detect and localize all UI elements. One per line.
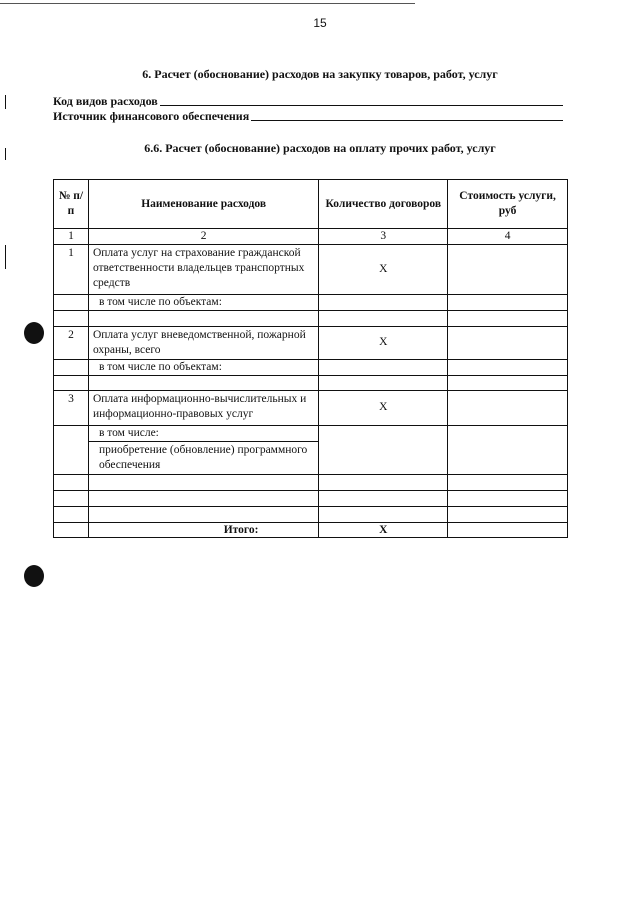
- row-sub: в том числе по объектам:: [88, 359, 318, 375]
- subsection-title: 6.6. Расчет (обоснование) расходов на оплату прочих работ, услуг: [144, 141, 496, 155]
- row-name: Оплата информационно-вычислительных и информационно-правовых услуг: [88, 390, 318, 425]
- table-row: [54, 359, 568, 375]
- funding-source-label: Источник финансового обеспечения: [53, 109, 250, 123]
- row-num: 1: [54, 244, 89, 294]
- scan-mark: [5, 95, 6, 109]
- expense-code-label: Код видов расходов: [53, 94, 158, 108]
- row-num: 3: [54, 390, 89, 425]
- row-name: Оплата услуг вневедомственной, пожарной охраны, всего: [88, 326, 318, 359]
- row-name: Оплата услуг на страхование гражданской ответственности владельцев транспортных средств: [88, 244, 318, 294]
- row-cost[interactable]: [448, 244, 568, 294]
- row-contracts: Х: [319, 390, 448, 425]
- scan-mark: [5, 148, 6, 160]
- table-row: [54, 375, 568, 390]
- table-row: [54, 425, 568, 441]
- header-contracts: Количество договоров: [319, 180, 448, 229]
- table-row: [54, 310, 568, 326]
- total-row: [54, 522, 568, 538]
- table-row: [54, 326, 568, 359]
- col-number: 4: [448, 229, 568, 245]
- row-sub: в том числе:: [88, 425, 318, 441]
- table-header-row: [54, 180, 568, 229]
- table-row: [54, 390, 568, 425]
- punch-hole: [24, 565, 44, 587]
- expenses-table: [53, 179, 568, 538]
- row-cost[interactable]: [448, 326, 568, 359]
- row-contracts: Х: [319, 326, 448, 359]
- header-cost: Стоимость услуги, руб: [448, 180, 568, 229]
- expense-code-field: [53, 94, 563, 109]
- header-num: № п/п: [54, 180, 89, 229]
- row-cost[interactable]: [448, 390, 568, 425]
- punch-hole: [24, 322, 44, 344]
- expense-code-line[interactable]: [160, 94, 563, 106]
- section-title: 6. Расчет (обоснование) расходов на закупку товаров, работ, услуг: [142, 67, 498, 81]
- row-sub: в том числе по объектам:: [88, 294, 318, 310]
- top-rule: [0, 3, 415, 4]
- col-number: 1: [54, 229, 89, 245]
- col-number: 3: [319, 229, 448, 245]
- total-label: Итого:: [88, 522, 318, 538]
- funding-source-line[interactable]: [251, 109, 563, 121]
- col-number-row: [54, 229, 568, 245]
- total-contracts: Х: [319, 522, 448, 538]
- header-name: Наименование расходов: [88, 180, 318, 229]
- row-num: 2: [54, 326, 89, 359]
- table-row: [54, 294, 568, 310]
- scan-mark: [5, 245, 6, 269]
- col-number: 2: [88, 229, 318, 245]
- funding-source-field: [53, 109, 563, 124]
- total-cost[interactable]: [448, 522, 568, 538]
- row-sub2: приобретение (обновление) программного обеспечения: [88, 441, 318, 474]
- page-number: 15: [313, 16, 327, 30]
- row-contracts: Х: [319, 244, 448, 294]
- table-row: [54, 244, 568, 294]
